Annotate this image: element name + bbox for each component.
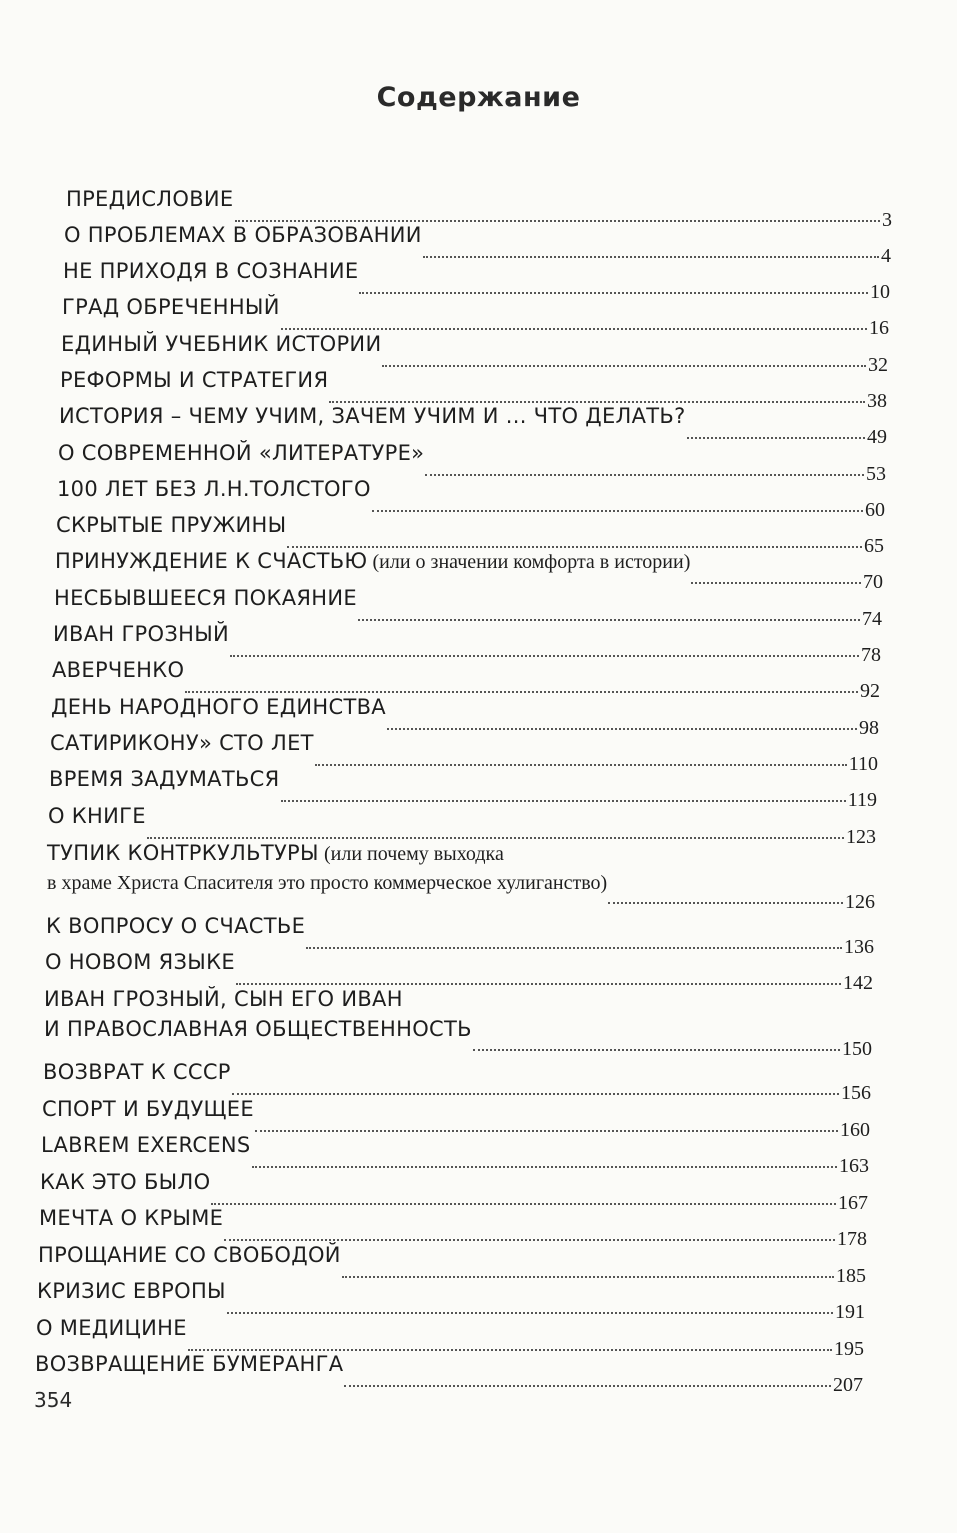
toc-entry-continuation: И ПРАВОСЛАВНАЯ ОБЩЕСТВЕННОСТЬ bbox=[44, 1017, 472, 1041]
toc-entry-title: РЕФОРМЫ И СТРАТЕГИЯ bbox=[60, 368, 329, 392]
toc-entry-title: ВОЗВРАТ К СССР bbox=[43, 1060, 231, 1084]
dot-leader bbox=[227, 1311, 833, 1314]
toc-entry-page: 160 bbox=[840, 1119, 870, 1141]
toc-entry-title: ПРЕДИСЛОВИЕ bbox=[66, 187, 234, 211]
toc-entry-title: О СОВРЕМЕННОЙ «ЛИТЕРАТУРЕ» bbox=[58, 441, 425, 465]
toc-entry-page: 167 bbox=[838, 1192, 868, 1214]
toc-entry-page: 98 bbox=[859, 717, 879, 739]
toc-entry-page: 60 bbox=[865, 499, 885, 521]
toc-entry-page: 156 bbox=[841, 1082, 871, 1104]
toc-entry-page: 74 bbox=[862, 608, 882, 630]
toc-entry-title: ПРОЩАНИЕ СО СВОБОДОЙ bbox=[38, 1243, 341, 1267]
toc-entry-page: 191 bbox=[835, 1301, 865, 1323]
toc-entry-page: 10 bbox=[870, 281, 890, 303]
page-number: 354 bbox=[34, 1388, 73, 1412]
toc-entry-title: АВЕРЧЕНКО bbox=[52, 658, 185, 682]
dot-leader bbox=[281, 327, 867, 330]
toc-entry-page: 150 bbox=[842, 1038, 872, 1060]
toc-entry-title: СПОРТ И БУДУЩЕЕ bbox=[42, 1097, 254, 1121]
toc-entry-page: 92 bbox=[860, 680, 880, 702]
dot-leader bbox=[236, 982, 841, 985]
toc-entry-title: О ПРОБЛЕМАХ В ОБРАЗОВАНИИ bbox=[64, 223, 422, 247]
toc-entry-title: 100 ЛЕТ БЕЗ Л.Н.ТОЛСТОГО bbox=[57, 477, 371, 501]
toc-entry bbox=[44, 986, 872, 1063]
dot-leader bbox=[232, 1092, 839, 1095]
toc-entry-page: 185 bbox=[836, 1265, 866, 1287]
toc-entry-page: 119 bbox=[847, 789, 877, 811]
toc-entry-title: ДЕНЬ НАРОДНОГО ЕДИНСТВА bbox=[51, 695, 386, 719]
toc-entry-title: КРИЗИС ЕВРОПЫ bbox=[37, 1279, 226, 1303]
dot-leader bbox=[147, 836, 844, 839]
toc-entry-title: ВРЕМЯ ЗАДУМАТЬСЯ bbox=[49, 767, 280, 791]
dot-leader bbox=[691, 581, 861, 584]
toc-entry-page: 178 bbox=[837, 1228, 867, 1250]
toc-entry-title: ПРИНУЖДЕНИЕ К СЧАСТЬЮ bbox=[55, 549, 368, 573]
toc-entry-title: ИСТОРИЯ – ЧЕМУ УЧИМ, ЗАЧЕМ УЧИМ И ... ЧТО ДЕЛАТЬ? bbox=[59, 404, 686, 428]
toc-entry bbox=[35, 1351, 863, 1399]
toc-entry-page: 70 bbox=[863, 571, 883, 593]
toc-entry-title: О КНИГЕ bbox=[48, 804, 146, 828]
toc-entry-title: НЕ ПРИХОДЯ В СОЗНАНИЕ bbox=[63, 259, 359, 283]
toc-entry-page: 4 bbox=[881, 245, 891, 267]
dot-leader bbox=[185, 690, 858, 693]
toc-entry-page: 78 bbox=[861, 644, 881, 666]
toc-entry bbox=[47, 840, 875, 916]
toc-entry-page: 32 bbox=[868, 354, 888, 376]
toc-entry-title: МЕЧТА О КРЫМЕ bbox=[39, 1206, 224, 1230]
dot-leader bbox=[344, 1384, 831, 1387]
toc-entry-page: 142 bbox=[843, 972, 873, 994]
dot-leader bbox=[224, 1238, 835, 1241]
toc-entry-subtitle: (или о значении комфорта в истории) bbox=[372, 551, 691, 573]
toc-entry-page: 110 bbox=[848, 753, 878, 775]
dot-leader bbox=[473, 1048, 840, 1051]
dot-leader bbox=[281, 799, 846, 802]
toc-entry-page: 38 bbox=[867, 390, 887, 412]
toc-entry-title: ИВАН ГРОЗНЫЙ, СЫН ЕГО ИВАН bbox=[44, 987, 403, 1011]
toc-entry-page: 53 bbox=[866, 463, 886, 485]
toc-entry-page: 16 bbox=[869, 317, 889, 339]
toc-entry-title: СКРЫТЫЕ ПРУЖИНЫ bbox=[56, 513, 287, 537]
toc-entry-page: 3 bbox=[882, 209, 892, 231]
toc-entry-title: ЕДИНЫЙ УЧЕБНИК ИСТОРИИ bbox=[61, 332, 382, 356]
toc-entry-page: 49 bbox=[867, 426, 887, 448]
toc-entry-page: 207 bbox=[833, 1374, 863, 1396]
toc-entry-title: О МЕДИЦИНЕ bbox=[36, 1316, 187, 1340]
dot-leader bbox=[252, 1165, 837, 1168]
toc-entry-title: ВОЗВРАЩЕНИЕ БУМЕРАНГА bbox=[35, 1352, 344, 1376]
toc-entry-page: 126 bbox=[845, 891, 875, 913]
toc-entry-title: К ВОПРОСУ О СЧАСТЬЕ bbox=[46, 914, 306, 938]
toc-entry-subtitle: (или почему выходка bbox=[323, 843, 504, 865]
toc-entry-title: LABREM EXERCENS bbox=[41, 1133, 251, 1157]
toc-entry-title: О НОВОМ ЯЗЫКЕ bbox=[45, 950, 235, 974]
toc-entry-page: 136 bbox=[844, 936, 874, 958]
toc-entry-page: 195 bbox=[834, 1338, 864, 1360]
toc-entry-title: ГРАД ОБРЕЧЕННЫЙ bbox=[62, 295, 280, 319]
toc-entry-title: НЕСБЫВШЕЕСЯ ПОКАЯНИЕ bbox=[54, 586, 357, 610]
toc-entry-page: 65 bbox=[864, 535, 884, 557]
toc-entry-title: ТУПИК КОНТРКУЛЬТУРЫ bbox=[47, 841, 319, 865]
toc-entry-page: 123 bbox=[846, 826, 876, 848]
dot-leader bbox=[608, 901, 843, 904]
toc-entry-continuation: в храме Христа Спасителя это просто коммерческое хулиганство) bbox=[47, 872, 608, 894]
toc-entry-title: САТИРИКОНУ» СТО ЛЕТ bbox=[50, 731, 314, 755]
toc-entry-title: КАК ЭТО БЫЛО bbox=[40, 1170, 211, 1194]
dot-leader bbox=[687, 436, 865, 439]
page-title: Содержание bbox=[376, 82, 581, 113]
toc-entry-page: 163 bbox=[839, 1155, 869, 1177]
toc-entry-title: ИВАН ГРОЗНЫЙ bbox=[53, 622, 230, 646]
